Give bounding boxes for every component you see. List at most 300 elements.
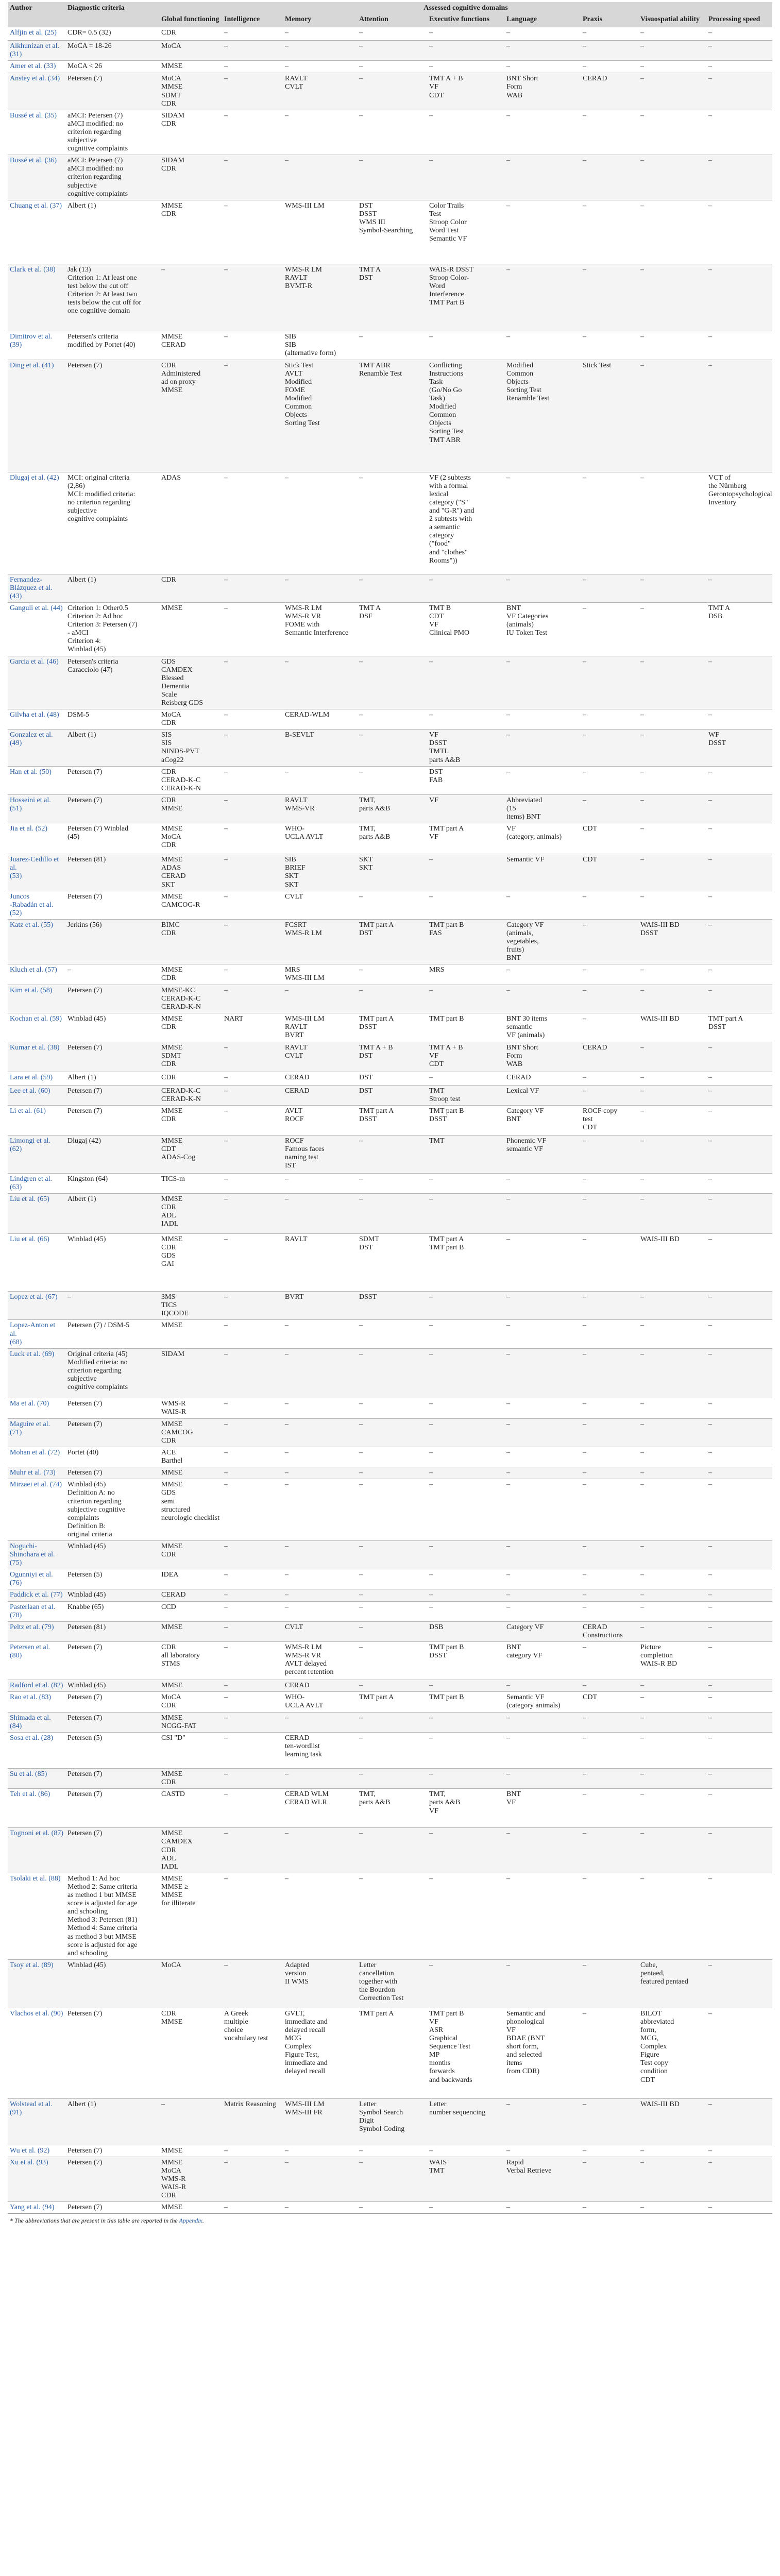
- cell-executive-functions: [427, 1733, 504, 1769]
- cell-diagnostic-criteria: [65, 919, 159, 964]
- cell-line: Petersen (5): [67, 1571, 103, 1579]
- cell-line: Winblad (45): [67, 1235, 106, 1244]
- cell-line: –: [583, 1399, 586, 1408]
- cell-line: VF: [506, 825, 516, 833]
- cell-attention: [357, 1194, 427, 1234]
- cell-line: NCGG-FAT: [161, 1722, 197, 1731]
- cell-line: –: [708, 2009, 712, 2018]
- cell-global-functioning: [159, 200, 222, 264]
- cell-line: –: [224, 1790, 228, 1799]
- cell-line: pentaed,: [640, 1969, 665, 1977]
- table-row: [8, 656, 772, 709]
- cell-line: Kluch et al. (57): [10, 966, 57, 974]
- cell-author: [8, 919, 65, 964]
- cell-line: –: [583, 473, 586, 482]
- cell-line: –: [67, 1293, 71, 1301]
- cell-line: –: [708, 657, 712, 666]
- cell-line: Petersen (7): [67, 2204, 103, 2212]
- cell-intelligence: [222, 61, 283, 73]
- cell-line: CAMCOG: [161, 1428, 193, 1436]
- cell-diagnostic-criteria: [65, 1042, 159, 1072]
- cell-global-functioning: [159, 1959, 222, 2008]
- cell-visuospatial-ability: [638, 61, 706, 73]
- cell-line: Blessed: [161, 674, 184, 682]
- cell-global-functioning: [159, 1692, 222, 1713]
- cell-line: BNT Short: [506, 75, 538, 83]
- cell-diagnostic-criteria: [65, 1713, 159, 1733]
- cell-line: lexical: [429, 490, 449, 498]
- cell-language: [504, 331, 581, 360]
- cell-intelligence: [222, 1540, 283, 1569]
- cell-line: subjective: [67, 181, 97, 190]
- cell-visuospatial-ability: [638, 1136, 706, 1174]
- cell-line: MoCA: [161, 75, 181, 83]
- cell-praxis: [581, 985, 638, 1013]
- cell-attention: [357, 472, 427, 574]
- header-attention: Attention: [357, 14, 427, 27]
- cell-line: VF: [429, 1052, 438, 1060]
- cell-line: Symbol Coding: [359, 2125, 405, 2133]
- cell-executive-functions: [427, 1106, 504, 1136]
- cell-global-functioning: [159, 794, 222, 823]
- cell-line: Semantic VF: [506, 856, 545, 864]
- cell-intelligence: [222, 1447, 283, 1467]
- cell-processing-speed: [706, 27, 772, 41]
- cell-executive-functions: [427, 1621, 504, 1641]
- cell-line: –: [506, 1469, 510, 1477]
- cell-line: Petersen et al. (80): [10, 1643, 50, 1659]
- cell-diagnostic-criteria: [65, 2008, 159, 2098]
- table-row: [8, 1621, 772, 1641]
- cell-line: items: [506, 2059, 522, 2067]
- table-row: [8, 1013, 772, 1042]
- cell-intelligence: [222, 1828, 283, 1873]
- cell-executive-functions: [427, 1072, 504, 1085]
- cell-line: –: [285, 1591, 289, 1599]
- cell-line: GDS: [161, 657, 176, 666]
- cell-memory: [283, 1769, 357, 1789]
- table-row: [8, 1136, 772, 1174]
- cell-memory: [283, 110, 357, 155]
- cell-line: –: [708, 332, 712, 341]
- cell-line: CERAD WLR: [285, 1799, 327, 1807]
- cell-line: IADL: [161, 1220, 179, 1228]
- cell-global-functioning: [159, 964, 222, 985]
- cell-line: –: [640, 731, 644, 739]
- cell-line: Barthel: [161, 1457, 183, 1465]
- cell-intelligence: [222, 472, 283, 574]
- cell-line: ADL: [161, 1854, 176, 1862]
- cell-intelligence: [222, 964, 283, 985]
- cell-processing-speed: [706, 1292, 772, 1320]
- cell-memory: [283, 854, 357, 891]
- cell-line: –: [640, 1195, 644, 1204]
- cell-line: –: [429, 1874, 433, 1883]
- cell-praxis: [581, 1106, 638, 1136]
- cell-line: –: [285, 1350, 289, 1358]
- cell-line: BIMC: [161, 921, 180, 929]
- cell-line: –: [640, 1770, 644, 1778]
- cell-line: –: [640, 1469, 644, 1477]
- cell-praxis: [581, 919, 638, 964]
- cell-line: FAS: [429, 929, 442, 937]
- cell-line: –: [640, 1399, 644, 1408]
- cell-line: structured: [161, 1505, 190, 1514]
- cell-line: Mirzaei et al. (74): [10, 1481, 62, 1489]
- cell-intelligence: [222, 1713, 283, 1733]
- cell-language: [504, 2098, 581, 2145]
- cell-line: –: [640, 1714, 644, 1722]
- cell-line: –: [708, 1714, 712, 1722]
- cell-author: [8, 110, 65, 155]
- cell-line: Rooms")): [429, 556, 457, 565]
- cell-global-functioning: [159, 1873, 222, 1959]
- cell-line: VF (animals): [506, 1031, 545, 1039]
- cell-praxis: [581, 891, 638, 919]
- cell-praxis: [581, 1320, 638, 1348]
- cell-global-functioning: [159, 1072, 222, 1085]
- cell-line: Interference: [429, 290, 464, 298]
- cell-line: Petersen (81): [67, 1623, 106, 1631]
- cell-line: CDT: [583, 856, 597, 864]
- cell-praxis: [581, 1540, 638, 1569]
- cell-executive-functions: [427, 73, 504, 110]
- cell-executive-functions: [427, 854, 504, 891]
- cell-line: MoCA: [161, 1693, 181, 1701]
- cell-language: [504, 264, 581, 331]
- table-row: [8, 1713, 772, 1733]
- cell-memory: [283, 1621, 357, 1641]
- cell-language: [504, 656, 581, 709]
- cell-line: CDT: [583, 1124, 597, 1132]
- cell-processing-speed: [706, 891, 772, 919]
- cell-author: [8, 854, 65, 891]
- cell-line: Petersen's criteria: [67, 657, 118, 666]
- cell-intelligence: [222, 1348, 283, 1398]
- cell-attention: [357, 2157, 427, 2201]
- cell-line: VF: [429, 731, 438, 739]
- cell-line: Test copy: [640, 2059, 668, 2067]
- cell-line: complaints: [67, 1514, 99, 1522]
- cell-line: GDS: [161, 1252, 176, 1260]
- cell-line: Chuang et al. (37): [10, 201, 62, 210]
- cell-line: parts A&B: [359, 805, 391, 813]
- cell-attention: [357, 1398, 427, 1418]
- cell-line: Dimitrov et al. (39): [10, 332, 53, 349]
- cell-line: –: [359, 2204, 363, 2212]
- cell-processing-speed: [706, 656, 772, 709]
- cell-visuospatial-ability: [638, 656, 706, 709]
- cell-line: CDT: [583, 825, 597, 833]
- cell-line: Form: [506, 83, 522, 91]
- cell-author: [8, 1136, 65, 1174]
- cell-praxis: [581, 1733, 638, 1769]
- cell-visuospatial-ability: [638, 1641, 706, 1680]
- cell-line: –: [429, 157, 433, 165]
- cell-line: as method 3 but MMSE: [67, 1933, 137, 1941]
- cell-author: [8, 1621, 65, 1641]
- cell-global-functioning: [159, 1013, 222, 1042]
- cell-memory: [283, 574, 357, 602]
- cell-line: BVRT: [285, 1031, 304, 1039]
- cell-line: –: [224, 201, 228, 210]
- cell-line: –: [708, 1469, 712, 1477]
- cell-global-functioning: [159, 41, 222, 61]
- cell-processing-speed: [706, 1540, 772, 1569]
- cell-line: Albert (1): [67, 731, 96, 739]
- cell-line: CERAD: [583, 1043, 607, 1052]
- cell-attention: [357, 854, 427, 891]
- cell-line: form,: [640, 2026, 656, 2034]
- cell-line: Petersen (7) / DSM-5: [67, 1321, 130, 1330]
- cell-diagnostic-criteria: [65, 1569, 159, 1589]
- cell-line: Mohan et al. (72): [10, 1449, 60, 1457]
- cell-line: semantic VF: [506, 1145, 543, 1154]
- cell-intelligence: [222, 1072, 283, 1085]
- cell-memory: [283, 823, 357, 854]
- cell-language: [504, 1320, 581, 1348]
- cell-line: ("food": [429, 540, 451, 548]
- cell-executive-functions: [427, 2008, 504, 2098]
- cell-line: FCSRT: [285, 921, 307, 929]
- cell-line: Letter: [429, 2100, 447, 2108]
- cell-line: Category VF: [506, 921, 544, 929]
- cell-attention: [357, 73, 427, 110]
- cell-line: percent retention: [285, 1668, 334, 1676]
- cell-line: MoCA < 26: [67, 62, 103, 71]
- cell-line: TMT part A: [429, 1235, 464, 1244]
- cell-line: SKT: [285, 880, 299, 889]
- cell-line: MMSE: [161, 386, 183, 394]
- header-global-functioning: Global functioning: [159, 14, 222, 27]
- cell-line: –: [506, 575, 510, 584]
- cell-line: TMT part B: [429, 1014, 464, 1023]
- table-row: [8, 200, 772, 264]
- cell-line: Radford et al. (82): [10, 1681, 63, 1689]
- cell-line: –: [359, 1542, 363, 1550]
- table-body: [8, 27, 772, 2214]
- cell-global-functioning: [159, 985, 222, 1013]
- cell-line: Graphical: [429, 2035, 458, 2043]
- cell-praxis: [581, 360, 638, 472]
- cell-language: [504, 1398, 581, 1418]
- cell-language: [504, 1959, 581, 2008]
- cell-line: –: [224, 768, 228, 776]
- cell-line: CERAD-K-N: [161, 1003, 201, 1011]
- cell-line: original criteria: [67, 1530, 112, 1538]
- cell-line: –: [640, 1449, 644, 1457]
- cell-line: –: [285, 1195, 289, 1204]
- cell-line: –: [359, 731, 363, 739]
- cell-line: –: [506, 42, 510, 50]
- cell-processing-speed: [706, 331, 772, 360]
- cell-visuospatial-ability: [638, 200, 706, 264]
- cell-line: Sequence Test: [429, 2043, 471, 2051]
- cell-attention: [357, 1601, 427, 1621]
- cell-visuospatial-ability: [638, 1194, 706, 1234]
- cell-line: –: [708, 2146, 712, 2155]
- cell-line: –: [429, 856, 433, 864]
- cell-intelligence: [222, 1136, 283, 1174]
- cell-visuospatial-ability: [638, 1398, 706, 1418]
- cell-line: Ganguli et al. (44): [10, 604, 63, 612]
- cell-line: aMCI: Petersen (7): [67, 111, 123, 120]
- cell-language: [504, 200, 581, 264]
- cell-line: Tsolaki et al. (88): [10, 1874, 61, 1883]
- cell-visuospatial-ability: [638, 1601, 706, 1621]
- cell-line: –: [285, 986, 289, 994]
- cell-line: short form,: [506, 2043, 539, 2051]
- cell-line: –: [640, 75, 644, 83]
- cell-executive-functions: [427, 27, 504, 41]
- cell-praxis: [581, 472, 638, 574]
- cell-line: Luck et al. (69): [10, 1350, 55, 1358]
- cell-line: Abbreviated: [506, 796, 542, 804]
- cell-line: CDR: [161, 719, 176, 727]
- cell-line: TMT A: [359, 604, 381, 612]
- cell-diagnostic-criteria: [65, 985, 159, 1013]
- cell-line: –: [429, 111, 433, 120]
- cell-line: –: [285, 1770, 289, 1778]
- cell-memory: [283, 891, 357, 919]
- cell-language: [504, 891, 581, 919]
- cell-line: –: [640, 1874, 644, 1883]
- cell-line: CAMDEX: [161, 1838, 193, 1846]
- cell-intelligence: [222, 730, 283, 766]
- cell-line: –: [708, 1623, 712, 1631]
- cell-line: Winblad (45): [67, 1014, 106, 1023]
- cell-line: –: [640, 711, 644, 719]
- cell-line: –: [640, 111, 644, 120]
- cell-diagnostic-criteria: [65, 1072, 159, 1085]
- cell-line: WMS-R LM: [285, 1643, 322, 1651]
- cell-diagnostic-criteria: [65, 472, 159, 574]
- cell-line: VF: [506, 2026, 516, 2034]
- cell-line: CDT: [583, 1693, 597, 1701]
- cell-author: [8, 985, 65, 1013]
- cell-processing-speed: [706, 61, 772, 73]
- cell-praxis: [581, 61, 638, 73]
- cell-line: –: [640, 1693, 644, 1701]
- cell-language: [504, 27, 581, 41]
- cell-attention: [357, 730, 427, 766]
- cell-line: Su et al. (85): [10, 1770, 47, 1778]
- cell-processing-speed: [706, 1789, 772, 1828]
- cell-line: –: [224, 1623, 228, 1631]
- cell-processing-speed: [706, 1828, 772, 1873]
- cell-praxis: [581, 27, 638, 41]
- cell-processing-speed: [706, 2008, 772, 2098]
- cell-attention: [357, 1467, 427, 1479]
- cell-processing-speed: [706, 1479, 772, 1541]
- cell-line: Letter: [359, 2100, 377, 2108]
- cell-line: –: [708, 265, 712, 274]
- cell-praxis: [581, 2145, 638, 2157]
- cell-visuospatial-ability: [638, 1042, 706, 1072]
- cell-line: learning task: [285, 1751, 322, 1759]
- cell-line: TMT part B: [429, 1244, 464, 1252]
- cell-line: –: [506, 2204, 510, 2212]
- cell-line: –: [708, 1591, 712, 1599]
- cell-attention: [357, 1540, 427, 1569]
- cell-executive-functions: [427, 2098, 504, 2145]
- cell-author: [8, 1348, 65, 1398]
- cell-language: [504, 1540, 581, 1569]
- cell-diagnostic-criteria: [65, 200, 159, 264]
- cell-line: –: [285, 1603, 289, 1611]
- table-row: [8, 1733, 772, 1769]
- table-row: [8, 1072, 772, 1085]
- cell-global-functioning: [159, 2145, 222, 2157]
- cell-line: semantic: [506, 1023, 532, 1031]
- cell-line: –: [583, 966, 586, 974]
- cell-line: BILOT: [640, 2009, 662, 2018]
- cell-line: –: [429, 575, 433, 584]
- cell-attention: [357, 1174, 427, 1194]
- cell-line: –: [224, 1235, 228, 1244]
- cell-praxis: [581, 1013, 638, 1042]
- cell-line: –: [583, 1643, 586, 1651]
- cell-line: Kingston (64): [67, 1175, 108, 1183]
- table-row: [8, 709, 772, 730]
- cell-intelligence: [222, 73, 283, 110]
- cell-visuospatial-ability: [638, 1540, 706, 1569]
- cell-line: –: [506, 1874, 510, 1883]
- cell-line: Word: [429, 282, 445, 290]
- appendix-link[interactable]: Appendix: [179, 2217, 202, 2225]
- cell-visuospatial-ability: [638, 709, 706, 730]
- cell-line: –: [429, 1714, 433, 1722]
- table-row: [8, 891, 772, 919]
- cell-line: –: [583, 265, 586, 274]
- cell-global-functioning: [159, 27, 222, 41]
- cell-diagnostic-criteria: [65, 730, 159, 766]
- cell-line: DSST: [640, 929, 658, 937]
- cell-line: –: [224, 1107, 228, 1115]
- cell-line: Petersen (7): [67, 1469, 103, 1477]
- cell-line: IST: [285, 1162, 296, 1170]
- cell-line: –: [506, 1603, 510, 1611]
- cell-line: –: [285, 1469, 289, 1477]
- cell-line: –: [583, 1420, 586, 1428]
- table-row: [8, 1106, 772, 1136]
- cell-executive-functions: [427, 264, 504, 331]
- cell-line: CDR: [161, 1436, 176, 1445]
- cell-global-functioning: [159, 472, 222, 574]
- cell-visuospatial-ability: [638, 1418, 706, 1447]
- cell-memory: [283, 2008, 357, 2098]
- cell-praxis: [581, 1569, 638, 1589]
- cell-visuospatial-ability: [638, 1873, 706, 1959]
- table-row: [8, 1418, 772, 1447]
- cell-line: Bussé et al. (35): [10, 111, 57, 120]
- cell-line: –: [285, 29, 289, 37]
- cell-line: MCG: [285, 2035, 301, 2043]
- cell-language: [504, 1174, 581, 1194]
- cell-line: Form: [506, 1052, 522, 1060]
- cell-line: Criterion 1: Other0.5: [67, 604, 128, 612]
- cell-global-functioning: [159, 155, 222, 200]
- cell-line: Dlugaj (42): [67, 1137, 101, 1145]
- cell-line: –: [506, 1961, 510, 1969]
- cell-processing-speed: [706, 1713, 772, 1733]
- cell-line: Winblad (45): [67, 1591, 106, 1599]
- cell-line: TMT part A: [359, 1014, 394, 1023]
- cell-author: [8, 1873, 65, 1959]
- cell-intelligence: [222, 1106, 283, 1136]
- cell-line: –: [583, 921, 586, 929]
- cell-memory: [283, 1873, 357, 1959]
